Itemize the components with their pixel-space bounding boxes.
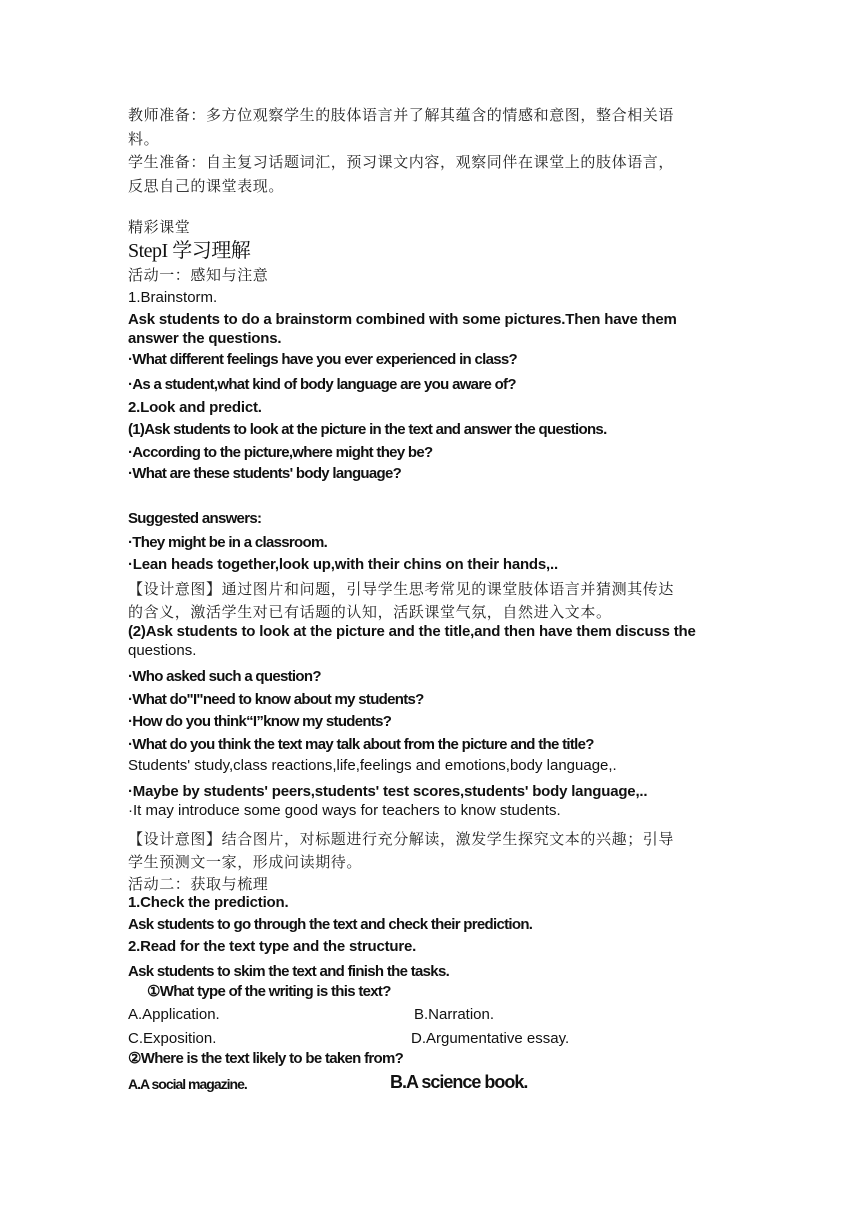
- check-prediction-heading: 1.Check the prediction.: [128, 894, 289, 911]
- discussion-question-2: ·What do"I"need to know about my students?: [128, 691, 424, 708]
- design-intent-2-line-2: 学生预测文一家，形成问读期待。: [128, 853, 363, 871]
- activity-2-heading: 活动二：获取与梳理: [128, 875, 269, 893]
- discussion-answer-1: Students' study,class reactions,life,feelings and emotions,body language,.: [128, 757, 617, 774]
- activity-1-heading: 活动一：感知与注意: [128, 266, 269, 284]
- option-b: B.Narration.: [414, 1006, 495, 1023]
- option-d: D.Argumentative essay.: [411, 1030, 570, 1047]
- teacher-prep-line-1: 教师准备：多方位观察学生的肢体语言并了解其蕴含的情感和意图，整合相关语: [128, 106, 675, 124]
- student-prep-line-2: 反思自己的课堂表现。: [128, 177, 285, 195]
- look-predict-question-1: ·According to the picture,where might they be?: [128, 444, 433, 461]
- discussion-answer-3: ·It may introduce some good ways for teachers to know students.: [128, 802, 561, 819]
- section-title: 精彩课堂: [128, 218, 191, 236]
- look-predict-task-2-line-2: questions.: [128, 642, 197, 659]
- brainstorm-heading: 1.Brainstorm.: [128, 289, 218, 306]
- brainstorm-question-2: ·As a student,what kind of body language are you aware of?: [128, 376, 516, 393]
- suggested-answers-heading: Suggested answers:: [128, 510, 262, 527]
- brainstorm-desc-line-2: answer the questions.: [128, 330, 282, 347]
- look-predict-task-2-line-1: (2)Ask students to look at the picture and the title,and then have them discuss the: [128, 623, 696, 640]
- read-desc: Ask students to skim the text and finish the tasks.: [128, 963, 450, 980]
- teacher-prep-line-2: 料。: [128, 130, 160, 148]
- look-predict-question-2: ·What are these students' body language?: [128, 465, 402, 482]
- option-a: A.Application.: [128, 1006, 220, 1023]
- option-c: C.Exposition.: [128, 1030, 217, 1047]
- option-2-b: B.A science book.: [390, 1072, 528, 1092]
- option-2-a: A.A social magazine.: [128, 1076, 247, 1092]
- student-prep-line-1: 学生准备：自主复习话题词汇，预习课文内容，观察同伴在课堂上的肢体语言，: [128, 153, 675, 171]
- step-title: StepI 学习理解: [128, 240, 251, 262]
- discussion-question-1: ·Who asked such a question?: [128, 668, 321, 685]
- read-heading: 2.Read for the text type and the structure.: [128, 938, 417, 955]
- design-intent-2-line-1: 【设计意图】结合图片，对标题进行充分解读，激发学生探究文本的兴趣；引导: [128, 830, 675, 848]
- brainstorm-question-1: ·What different feelings have you ever experienced in class?: [128, 351, 517, 368]
- discussion-question-3: ·How do you think“I”know my students?: [128, 713, 392, 730]
- look-predict-task-1: (1)Ask students to look at the picture in the text and answer the questions.: [128, 421, 607, 438]
- check-prediction-desc: Ask students to go through the text and check their prediction.: [128, 916, 533, 933]
- discussion-answer-2: ·Maybe by students' peers,students' test scores,students' body language,..: [128, 783, 648, 800]
- design-intent-1-line-2: 的含义，激活学生对已有话题的认知，活跃课堂气氛，自然进入文本。: [128, 603, 612, 621]
- look-predict-heading: 2.Look and predict.: [128, 399, 262, 416]
- task-1-question: ①What type of the writing is this text?: [147, 983, 391, 1000]
- suggested-answer-2: ·Lean heads together,look up,with their chins on their hands,..: [128, 556, 558, 573]
- brainstorm-desc-line-1: Ask students to do a brainstorm combined with some pictures.Then have them: [128, 311, 677, 328]
- discussion-question-4: ·What do you think the text may talk about from the picture and the title?: [128, 736, 594, 753]
- design-intent-1-line-1: 【设计意图】通过图片和问题，引导学生思考常见的课堂肢体语言并猜测其传达: [128, 580, 675, 598]
- task-2-question: ②Where is the text likely to be taken from?: [128, 1050, 404, 1067]
- suggested-answer-1: ·They might be in a classroom.: [128, 534, 328, 551]
